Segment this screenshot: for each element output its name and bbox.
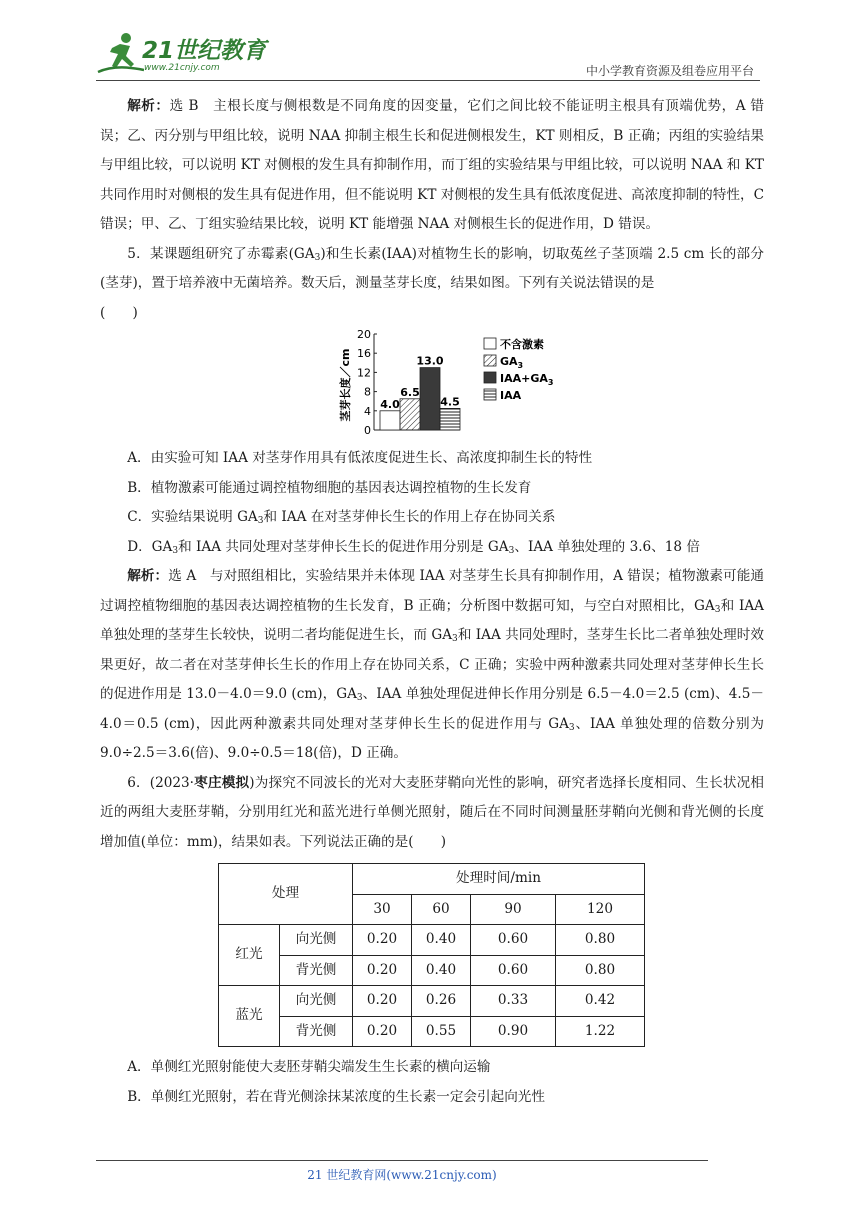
legend-label: $IAA+GA_3$ xyxy=(500,372,554,387)
legend-swatch xyxy=(484,355,496,366)
table-time-cell: 120 xyxy=(556,894,645,925)
q5-d-pre: D．GA xyxy=(127,538,173,555)
table-cell: 1.22 xyxy=(556,1016,645,1047)
q5-c-sub: 3 xyxy=(257,516,264,526)
y-tick-label: 20 xyxy=(357,330,371,341)
legend-swatch xyxy=(484,372,496,383)
q5-sub: 3 xyxy=(314,252,321,263)
analysis-q5-s2: 3 xyxy=(452,634,458,644)
page-content xyxy=(100,92,764,1112)
analysis-q5-p4: 、IAA 单独处理促进伸长作用分别是 6.5－4.0＝2.5 (cm)、4.5－4.0＝0.5 (cm)，因此两种激素共同处理对茎芽伸长生长的促进作用与 GA xyxy=(100,686,764,732)
table-cell: 0.33 xyxy=(471,986,556,1017)
table-cell: 0.40 xyxy=(412,925,471,956)
table-cell: 0.55 xyxy=(412,1016,471,1047)
q5-option-c[interactable] xyxy=(100,503,764,533)
y-tick-label: 16 xyxy=(357,347,371,361)
bar xyxy=(440,408,460,430)
table-row xyxy=(219,925,645,956)
header-platform-name: 中小学教育资源及组卷应用平台 xyxy=(585,64,754,78)
table-side-cell: 向光侧 xyxy=(280,986,353,1017)
table-group-cell: 红光 xyxy=(219,925,280,986)
page-header xyxy=(96,30,760,82)
analysis-q4-text: 选 B 主根长度与侧根数是不同角度的因变量，它们之间比较不能证明主根具有顶端优势，A 错误；乙、丙分别与甲组比较，说明 NAA 抑制主根生长和促进侧根发生，KT 则相反，B 正确；丙组的实验结果与甲组比较，可以说明 KT 对侧根的发生具有抑制作用，而丁组的实验结果与甲组比较，可以说明 NAA 和 KT 共同作用时对侧根的发生具有促进作用，但不能说明 KT 对侧根的发生具有低浓度促进、高浓度抑制的特性，C 错误；甲、乙、丁组实验结果比较，说明 KT 能增强 NAA 对侧根生长的促进作用，D 错误。 xyxy=(100,98,764,232)
analysis-q5-p3: 和 IAA 共同处理时，茎芽生长比二者单独处理时效果更好，故二者在对茎芽伸长生长的作用上存在协同关系，C 正确；实验中两种激素共同处理对茎芽伸长生长的促进作用是 13.0－4.0＝9.0 (cm)，GA xyxy=(100,627,764,702)
table-group-cell: 蓝光 xyxy=(219,986,280,1047)
legend-swatch xyxy=(484,338,496,349)
question-6 xyxy=(100,769,764,858)
analysis-label: 解析： xyxy=(127,568,169,584)
table-header-time: 处理时间/min xyxy=(353,864,645,895)
q5-c-post: 和 IAA 在对茎芽伸长生长的作用上存在协同关系 xyxy=(263,509,556,525)
legend-label: IAA xyxy=(500,389,522,402)
table-cell: 0.20 xyxy=(353,925,412,956)
q5-stem: )和生长素(IAA)对植物生长的影响，切取菟丝子茎顶端 2.5 cm 长的部分(茎芽)，置于培养液中无菌培养。数天后，测量茎芽长度，结果如图。下列有关说法错误的是 xyxy=(100,245,764,291)
question-5 xyxy=(100,240,764,299)
analysis-q4 xyxy=(100,92,764,240)
q5-d-sub1: 3 xyxy=(172,545,179,556)
table-row xyxy=(219,986,645,1017)
analysis-q5-s3: 3 xyxy=(356,693,363,703)
table-cell: 0.20 xyxy=(353,1016,412,1047)
q5-option-d[interactable] xyxy=(100,533,764,563)
analysis-q5-p5: 、IAA 单独处理的倍数分别为 9.0÷2.5＝3.6(倍)、9.0÷0.5＝18(倍)，D 正确。 xyxy=(100,715,765,761)
y-tick-label: 8 xyxy=(364,385,371,399)
q5-option-a[interactable]: A．由实验可知 IAA 对茎芽作用具有低浓度促进生长、高浓度抑制生长的特性 xyxy=(127,450,593,466)
table-row xyxy=(219,1016,645,1047)
table-side-cell: 向光侧 xyxy=(280,925,353,956)
footer-divider xyxy=(96,1160,708,1161)
legend-swatch xyxy=(484,389,496,400)
q6-source: 枣庄模拟 xyxy=(194,774,250,791)
table-cell: 0.26 xyxy=(412,986,471,1017)
q6-table xyxy=(218,863,645,1047)
q5-stem-pre: 5．某课题组研究了赤霉素(GA xyxy=(127,245,315,262)
stem-length-bar-chart xyxy=(336,330,566,440)
logo-text: 21世纪教育 xyxy=(142,38,267,64)
table-side-cell: 背光侧 xyxy=(280,955,353,986)
table-time-cell: 60 xyxy=(412,894,471,925)
table-header-row xyxy=(219,864,645,895)
runner-logo-icon xyxy=(96,30,146,78)
q6-option-a[interactable]: A．单侧红光照射能使大麦胚芽鞘尖端发生生长素的横向运输 xyxy=(127,1059,491,1075)
table-cell: 0.20 xyxy=(353,955,412,986)
site-logo[interactable] xyxy=(96,30,266,80)
q5-answer-bracket: ( ) xyxy=(100,304,138,321)
table-cell: 0.60 xyxy=(471,955,556,986)
analysis-q5-s4: 3 xyxy=(568,722,575,733)
table-side-cell: 背光侧 xyxy=(280,1016,353,1047)
q5-d-mid: 和 IAA 共同处理对茎芽伸长生长的促进作用分别是 GA xyxy=(178,538,509,555)
table-cell: 0.80 xyxy=(556,925,645,956)
bar-value-label: 4.0 xyxy=(380,397,400,411)
table-header-treatment: 处理 xyxy=(219,864,353,925)
table-time-cell: 90 xyxy=(471,894,556,925)
header-divider xyxy=(96,80,760,81)
table-cell: 0.80 xyxy=(556,955,645,986)
table-cell: 0.60 xyxy=(471,925,556,956)
q5-c-pre: C．实验结果说明 GA xyxy=(127,509,258,525)
legend-label: 不含激素 xyxy=(500,338,544,351)
bar-value-label: 4.5 xyxy=(440,395,460,409)
page-footer[interactable]: 21 世纪教育网(www.21cnjy.com) xyxy=(307,1168,497,1182)
analysis-q5-p2: 和 IAA 单独处理的茎芽生长较快，说明二者均能促进生长，而 GA xyxy=(100,597,765,643)
analysis-q5-s1: 3 xyxy=(714,604,721,615)
q6-pre: 6．(2023· xyxy=(127,774,194,791)
bar xyxy=(380,411,400,430)
logo-url: www.21cnjy.com xyxy=(144,63,220,73)
y-axis-label: 茎芽长度／cm xyxy=(339,348,352,422)
bar-value-label: 6.5 xyxy=(400,385,420,399)
y-tick-label: 0 xyxy=(364,424,371,437)
analysis-label: 解析： xyxy=(127,98,170,114)
table-cell: 0.20 xyxy=(353,986,412,1017)
analysis-q5 xyxy=(100,562,764,769)
q6-stem: )为探究不同波长的光对大麦胚芽鞘向光性的影响，研究者选择长度相同、生长状况相近的两组大麦胚芽鞘，分别用红光和蓝光进行单侧光照射，随后在不同时间测量胚芽鞘向光侧和背光侧的长度增加值(单位：mm)，结果如表。下列说法正确的是( ) xyxy=(100,774,764,850)
bar xyxy=(420,368,440,430)
y-tick-label: 12 xyxy=(357,366,371,380)
q5-d-sub2: 3 xyxy=(508,545,515,556)
y-tick-label: 4 xyxy=(364,404,371,418)
q5-chart xyxy=(100,330,764,440)
table-time-cell: 30 xyxy=(353,894,412,925)
legend-label: $GA_3$ xyxy=(500,355,524,370)
analysis-q5-p1: 选 A 与对照组相比，实验结果并未体现 IAA 对茎芽生长具有抑制作用，A 错误；植物激素可能通过调控植物细胞的基因表达调控植物的生长发育，B 正确；分析图中数据可知，与空白对照相比，GA xyxy=(100,568,765,614)
table-row xyxy=(219,955,645,986)
table-cell: 0.90 xyxy=(471,1016,556,1047)
table-cell: 0.40 xyxy=(412,955,471,986)
q5-d-post: 、IAA 单独处理的 3.6、18 倍 xyxy=(514,538,700,555)
q6-option-b[interactable]: B．单侧红光照射，若在背光侧涂抹某浓度的生长素一定会引起向光性 xyxy=(127,1088,545,1105)
table-cell: 0.42 xyxy=(556,986,645,1017)
q5-option-b[interactable]: B．植物激素可能通过调控植物细胞的基因表达调控植物的生长发育 xyxy=(127,479,532,496)
bar-value-label: 13.0 xyxy=(416,354,444,368)
bar xyxy=(400,399,420,430)
